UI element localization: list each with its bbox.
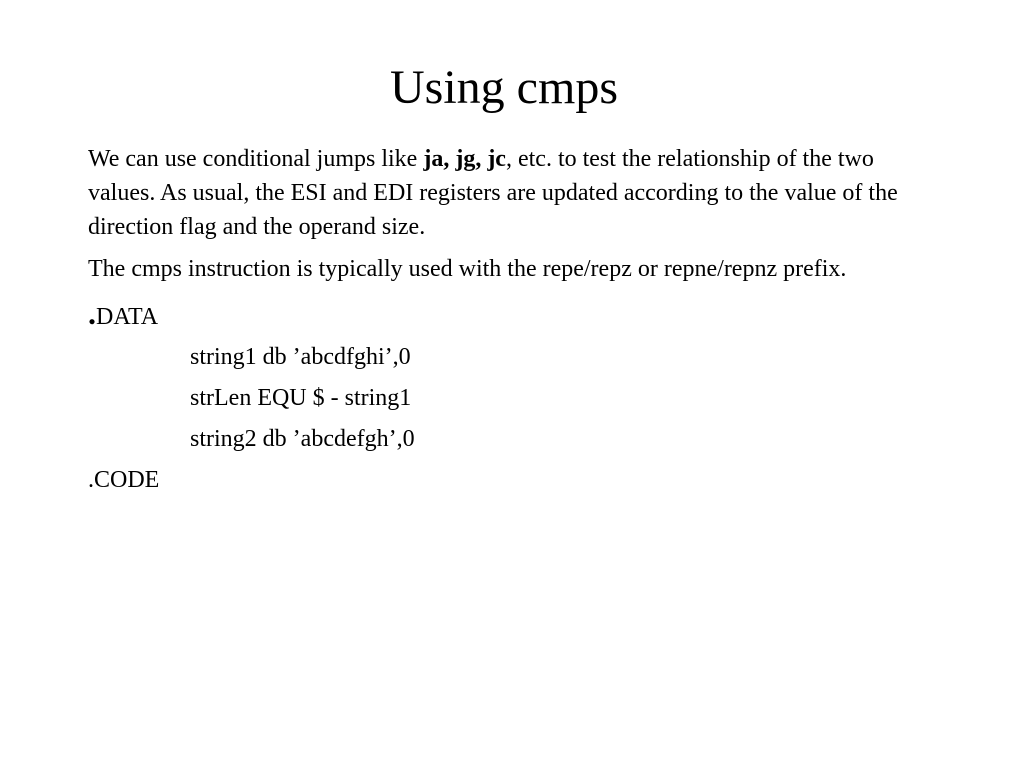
paragraph-prefix: The cmps instruction is typically used with the repe/repz or repne/repnz prefix.: [88, 256, 847, 282]
code-line-string1: string1 db ’abcdfghi’,0: [190, 344, 411, 370]
jump-instructions-bold: ja, jg, jc: [423, 146, 506, 172]
slide-body: [88, 142, 938, 497]
code-line-string2: string2 db ’abcdefgh’,0: [190, 426, 415, 452]
code-section-label: .CODE: [88, 467, 160, 493]
code-line-strlen: strLen EQU $ - string1: [190, 385, 412, 411]
paragraph-text-end: , etc. to test the relationship of the two values. As usual, the ESI and EDI registers are updated according to the value of the direction flag and the operand size.: [88, 146, 898, 240]
paragraph-conditional-jumps: [88, 142, 938, 244]
slide-title: Using cmps: [390, 61, 618, 114]
data-section-label: [88, 296, 938, 334]
paragraph-text-start: We can use conditional jumps like: [88, 146, 424, 172]
data-dot: .: [88, 295, 96, 331]
data-label-text: DATA: [96, 304, 159, 330]
